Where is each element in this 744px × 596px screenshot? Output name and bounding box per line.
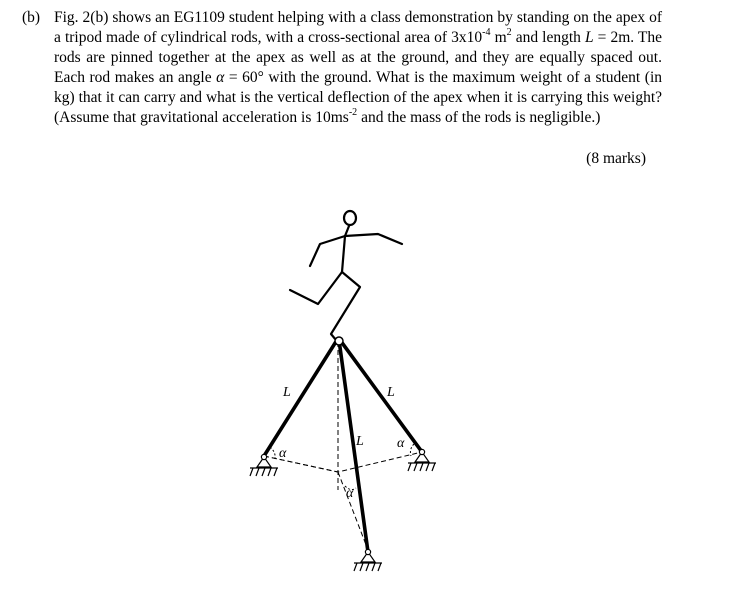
support-right-hatch [408, 463, 435, 471]
support-right-pin [419, 449, 424, 454]
area-unit-exponent: 2 [506, 27, 512, 38]
student-figure [290, 211, 402, 340]
support-bottom-hatch [354, 563, 381, 571]
rod-label-left: L [283, 385, 291, 400]
support-left-hatch [250, 468, 277, 476]
length-symbol: L [584, 29, 594, 46]
student-head [344, 211, 356, 225]
question-seg-2: m [490, 29, 507, 46]
angle-label-right: α [397, 436, 405, 451]
area-exponent: -4 [482, 27, 491, 38]
question-seg-3: and length [511, 29, 585, 46]
angle-symbol: α [216, 69, 225, 86]
student-torso [342, 226, 349, 272]
angle-arc-left [270, 447, 275, 459]
question-seg-5: = 60° with the ground. What is the maximum weight of a student (in kg) that it can carry and what is the vertical deflection of the apex when it is carrying this weight? (Assume that gravitational acceleration is 10ms [54, 69, 662, 126]
student-right-arm [345, 234, 402, 244]
student-left-leg [290, 272, 342, 304]
student-left-arm [310, 236, 345, 266]
rod-label-right: L [387, 385, 395, 400]
question-seg-6: and the mass of the rods is negligible.) [357, 109, 601, 126]
question-label: (b) [22, 9, 41, 26]
support-right [408, 449, 436, 471]
question-seg-4: = 2m. The rods are pinned together at the apex as well as at the ground, and they are equally spaced out. Each rod makes an angle [54, 29, 663, 86]
support-left-pin [261, 454, 266, 459]
apex-pin [335, 337, 343, 345]
base-triangle-top [264, 452, 422, 472]
angle-label-left: α [279, 446, 287, 461]
marks-label: (8 marks) [586, 150, 646, 167]
support-bottom [354, 549, 382, 571]
question-seg-1: Fig. 2(b) shows an EG1109 student helping with a class demonstration by standing on the apex of a tripod made of cylindrical rods, with a cross-sectional area of 3x10 [54, 9, 662, 46]
gravity-exponent: -2 [348, 107, 358, 118]
support-bottom-pin [365, 549, 370, 554]
rod-label-center: L [356, 434, 364, 449]
rod-left [264, 340, 337, 456]
angle-label-bottom: α [346, 486, 354, 501]
